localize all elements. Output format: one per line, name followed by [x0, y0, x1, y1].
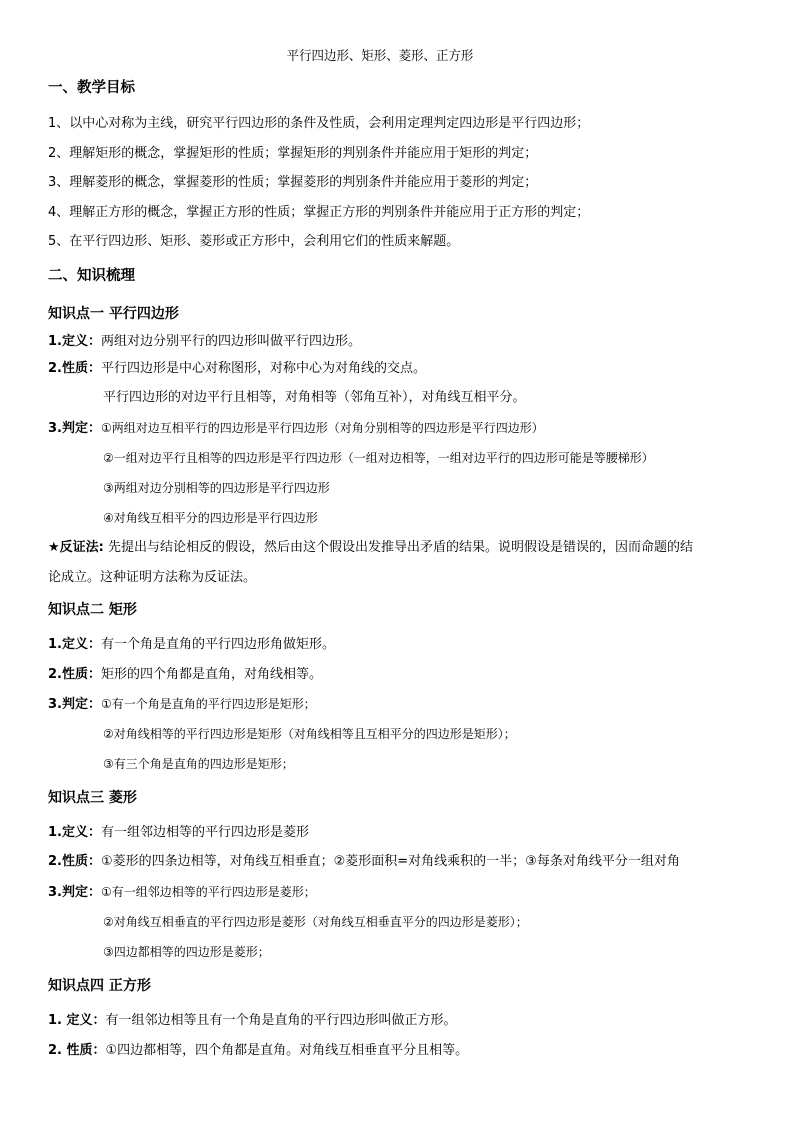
kp1-property-text: 平行四边形的对边平行且相等，对角相等（邻角互补），对角线互相平分。 — [103, 390, 526, 405]
kp1-judge-text: ①两组对边互相平行的四边形是平行四边形（对角分别相等的四边形是平行四边形） — [100, 421, 544, 435]
proof-label: ★反证法: — [48, 540, 104, 555]
page-title: 平行四边形、矩形、菱形、正方形 — [286, 49, 474, 64]
kp3-judge-text: ③四边都相等的四边形是菱形； — [103, 945, 270, 959]
kp4-definition — [48, 1012, 457, 1030]
kp4-definition-text: 有一组邻边相等且有一个角是直角的平行四边形叫做正方形。 — [105, 1013, 457, 1028]
kp1-judge — [48, 419, 544, 438]
kp2-property-text: 矩形的四个角都是直角，对角线相等。 — [100, 667, 322, 682]
kp2-definition — [48, 636, 335, 654]
kp3-property-text: ①菱形的四条边相等，对角线互相垂直；②菱形面积=对角线乘积的一半；③每条对角线平分一组对角 — [100, 854, 680, 869]
kp3-definition-text: 有一组邻边相等的平行四边形是菱形 — [100, 825, 309, 840]
kp1-property-text: 平行四边形是中心对称图形，对称中心为对角线的交点。 — [100, 361, 426, 376]
kp3-property — [48, 853, 680, 871]
kp3-judge — [48, 883, 316, 902]
kp2-judge-text: ③有三个角是直角的四边形是矩形； — [103, 757, 294, 771]
kp2-definition-label: 1.定义： — [48, 637, 101, 652]
section-heading-knowledge: 二、知识梳理 — [48, 268, 135, 284]
kp2-judge-text: ②对角线相等的平行四边形是矩形（对角线相等且互相平分的四边形是矩形）； — [103, 727, 516, 741]
kp2-heading: 知识点二 矩形 — [48, 602, 137, 618]
kp2-property — [48, 666, 322, 684]
section-heading-objectives: 一、教学目标 — [48, 80, 135, 96]
kp4-property — [48, 1042, 468, 1060]
kp1-judge-text: ②一组对边平行且相等的四边形是平行四边形（一组对边相等，一组对边平行的四边形可能是等腰梯形） — [103, 451, 654, 465]
objective-item: 3、理解菱形的概念，掌握菱形的性质；掌握菱形的判别条件并能应用于菱形的判定； — [48, 175, 538, 190]
kp3-definition-label: 1.定义： — [48, 825, 101, 840]
kp1-property-label: 2.性质： — [48, 361, 101, 376]
kp3-judge-text: ②对角线互相垂直的平行四边形是菱形（对角线互相垂直平分的四边形是菱形）； — [103, 915, 528, 929]
kp1-property — [48, 360, 426, 378]
objective-item: 4、理解正方形的概念，掌握正方形的性质；掌握正方形的判别条件并能应用于正方形的判定； — [48, 205, 590, 220]
kp3-definition — [48, 824, 309, 842]
objective-item: 1、以中心对称为主线，研究平行四边形的条件及性质，会利用定理判定四边形是平行四边形； — [48, 116, 590, 131]
kp3-property-label: 2.性质： — [48, 854, 101, 869]
kp1-definition — [48, 333, 361, 351]
kp3-judge-label: 3.判定： — [48, 885, 101, 900]
kp3-judge-text: ①有一组邻边相等的平行四边形是菱形； — [100, 885, 316, 899]
kp4-heading: 知识点四 正方形 — [48, 978, 151, 994]
kp4-property-label: 2. 性质： — [48, 1043, 106, 1058]
kp2-judge — [48, 695, 316, 714]
proof-text-cont: 论成立。这种证明方法称为反证法。 — [48, 570, 257, 585]
objective-item: 2、理解矩形的概念，掌握矩形的性质；掌握矩形的判别条件并能应用于矩形的判定； — [48, 146, 538, 161]
kp2-judge-text: ①有一个角是直角的平行四边形是矩形； — [100, 697, 316, 711]
kp1-definition-label: 1.定义： — [48, 334, 101, 349]
kp1-definition-text: 两组对边分别平行的四边形叫做平行四边形。 — [100, 334, 361, 349]
kp4-property-text: ①四边都相等，四个角都是直角。对角线互相垂直平分且相等。 — [105, 1043, 469, 1058]
kp1-judge-label: 3.判定： — [48, 421, 101, 436]
kp1-judge-text: ③两组对边分别相等的四边形是平行四边形 — [103, 481, 330, 495]
proof-by-contradiction — [48, 539, 693, 557]
kp4-definition-label: 1. 定义： — [48, 1013, 106, 1028]
kp3-heading: 知识点三 菱形 — [48, 790, 137, 806]
objective-item: 5、在平行四边形、矩形、菱形或正方形中，会利用它们的性质来解题。 — [48, 234, 460, 249]
kp2-judge-label: 3.判定： — [48, 697, 101, 712]
kp2-property-label: 2.性质： — [48, 667, 101, 682]
proof-text: 先提出与结论相反的假设，然后由这个假设出发推导出矛盾的结果。说明假设是错误的，因而命题的结 — [103, 540, 693, 555]
kp1-judge-text: ④对角线互相平分的四边形是平行四边形 — [103, 511, 318, 525]
kp2-definition-text: 有一个角是直角的平行四边形角做矩形。 — [100, 637, 335, 652]
kp1-heading: 知识点一 平行四边形 — [48, 306, 179, 322]
